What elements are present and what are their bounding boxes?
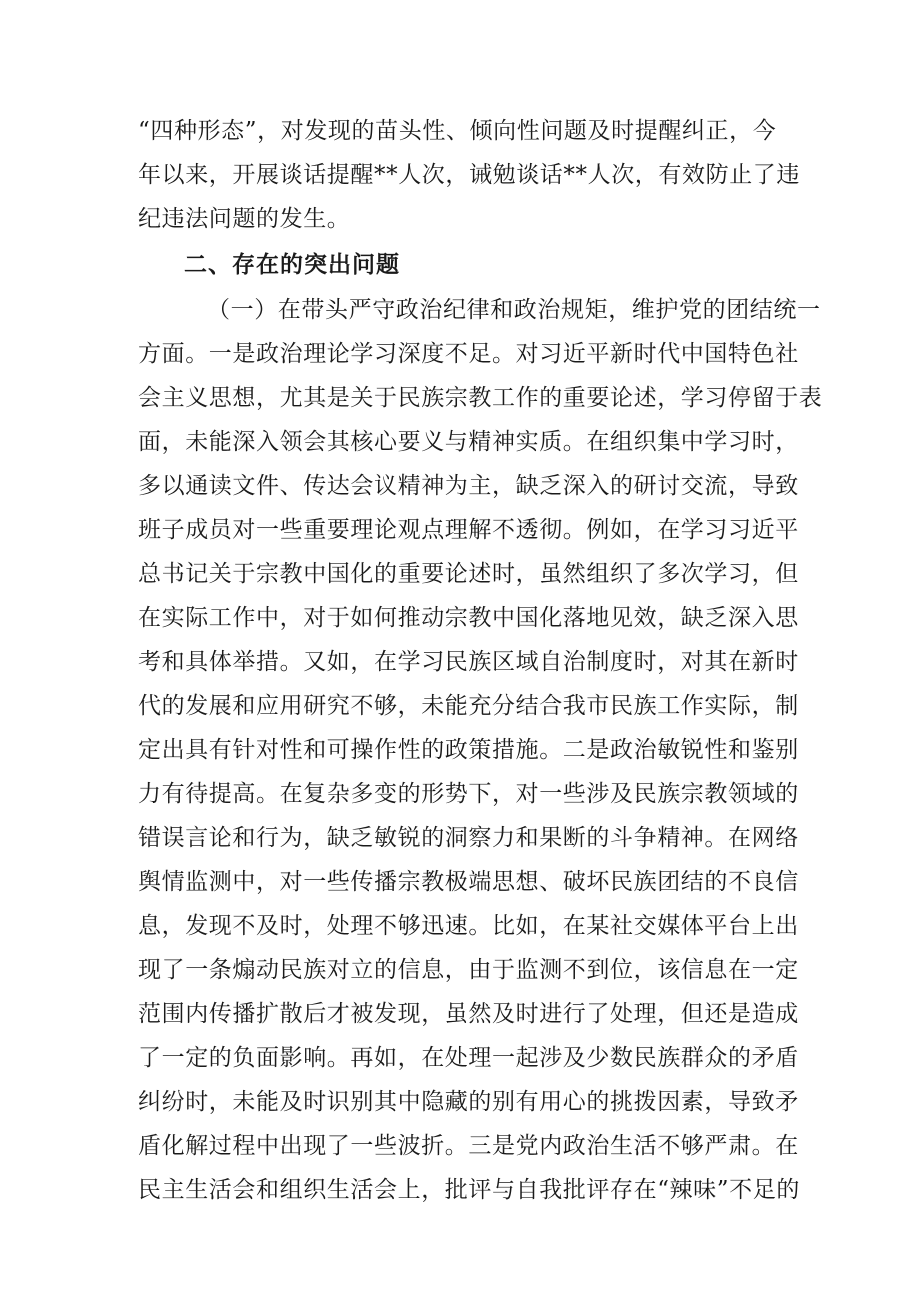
body-line-12: 力有待提高。在复杂多变的形势下，对一些涉及民族宗教领域的 [138,781,799,807]
body-line-15: 息，发现不及时，处理不够迅速。比如，在某社交媒体平台上出 [138,913,799,939]
body-line-5: 多以通读文件、传达会议精神为主，缺乏深入的研讨交流，导致 [138,473,799,499]
body-line-4: 面，未能深入领会其核心要义与精神实质。在组织集中学习时， [138,429,799,455]
body-line-9: 考和具体举措。又如，在学习民族区域自治制度时，对其在新时 [138,649,799,675]
body-line-8: 在实际工作中，对于如何推动宗教中国化落地见效，缺乏深入思 [138,605,799,631]
body-line-10: 代的发展和应用研究不够，未能充分结合我市民族工作实际，制 [138,693,799,719]
body-line-21: 民主生活会和组织生活会上，批评与自我批评存在“辣味”不足的 [138,1177,800,1203]
body-line-6: 班子成员对一些重要理论观点理解不透彻。例如，在学习习近平 [138,517,799,543]
body-line-3: 会主义思想，尤其是关于民族宗教工作的重要论述，学习停留于表 [138,385,823,411]
body-line-18: 了一定的负面影响。再如，在处理一起涉及少数民族群众的矛盾 [138,1045,799,1071]
intro-line-2: 年以来，开展谈话提醒**人次，诫勉谈话**人次，有效防止了违 [138,162,800,188]
body-line-11: 定出具有针对性和可操作性的政策措施。二是政治敏锐性和鉴别 [138,737,799,763]
body-line-14: 舆情监测中，对一些传播宗教极端思想、破坏民族团结的不良信 [138,869,799,895]
body-line-1: （一）在带头严守政治纪律和政治规矩，维护党的团结统一 [207,297,821,323]
body-line-20: 盾化解过程中出现了一些波折。三是党内政治生活不够严肃。在 [138,1133,799,1159]
body-line-2: 方面。一是政治理论学习深度不足。对习近平新时代中国特色社 [138,341,799,367]
section-heading: 二、存在的突出问题 [184,252,400,278]
body-line-13: 错误言论和行为，缺乏敏锐的洞察力和果断的斗争精神。在网络 [138,825,799,851]
body-line-19: 纠纷时，未能及时识别其中隐藏的别有用心的挑拨因素，导致矛 [138,1089,799,1115]
body-line-17: 范围内传播扩散后才被发现，虽然及时进行了处理，但还是造成 [138,1001,799,1027]
body-line-16: 现了一条煽动民族对立的信息，由于监测不到位，该信息在一定 [138,957,799,983]
body-line-7: 总书记关于宗教中国化的重要论述时，虽然组织了多次学习，但 [138,561,799,587]
intro-line-1: “四种形态”，对发现的苗头性、倾向性问题及时提醒纠正，今 [138,118,777,144]
intro-line-3: 纪违法问题的发生。 [138,206,351,232]
